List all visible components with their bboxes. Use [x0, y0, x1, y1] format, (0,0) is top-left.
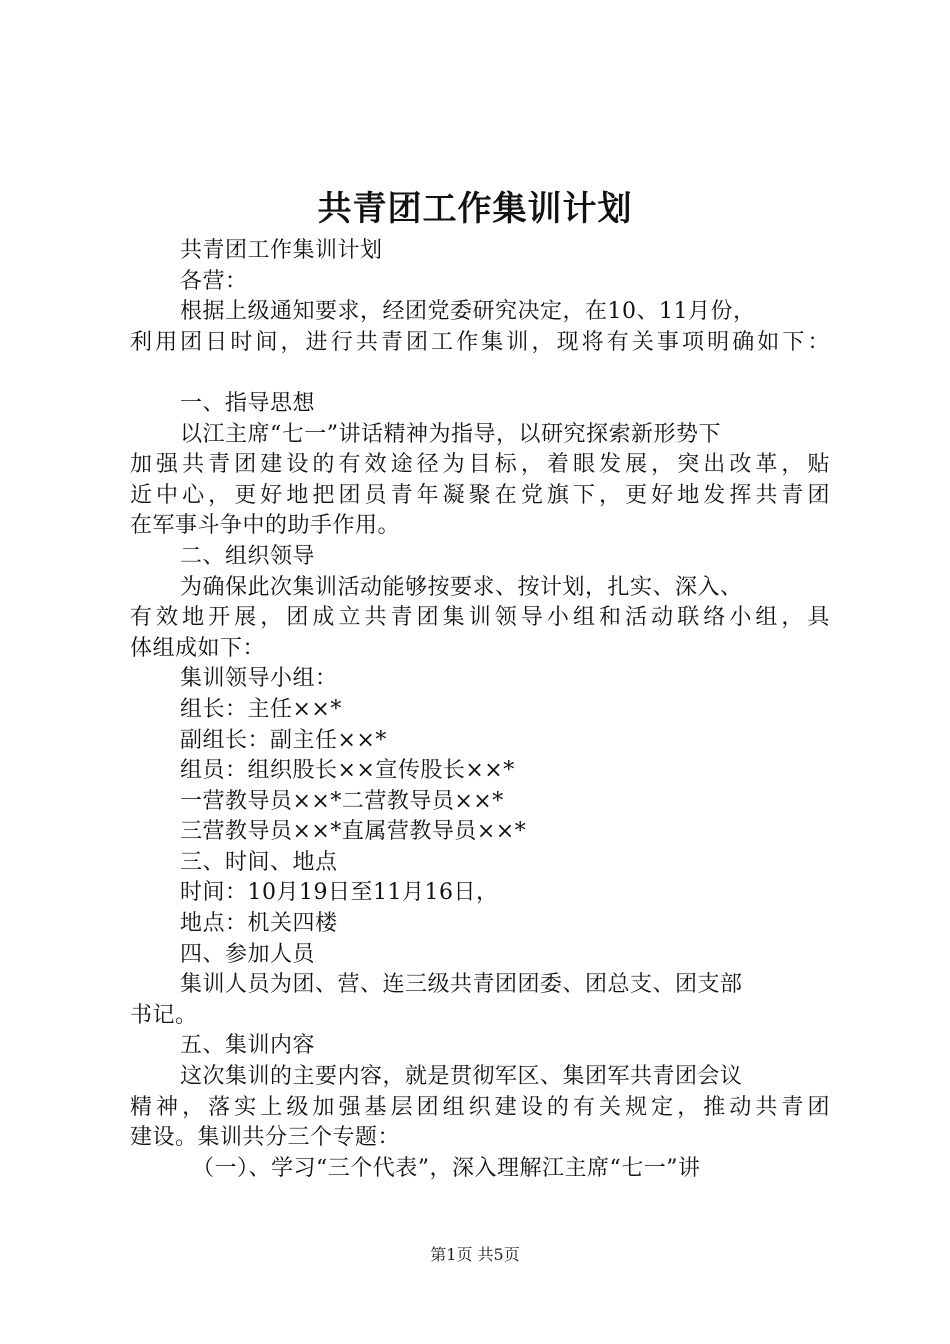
document-title: 共青团工作集训计划	[317, 189, 633, 229]
list-item: 组长：主任××*	[180, 696, 342, 722]
paragraph-line: 为确保此次集训活动能够按要求、按计划，扎实、深入、	[180, 574, 743, 600]
page-footer: 第1页 共5页	[430, 1245, 520, 1264]
section-heading: 五、集训内容	[180, 1033, 316, 1059]
list-item: 时间：10月19日至11月16日，	[180, 880, 499, 906]
list-item: 地点：机关四楼	[180, 911, 338, 937]
paragraph-line: 这次集训的主要内容，就是贯彻军区、集团军共青团会议	[180, 1064, 743, 1090]
section-heading: 四、参加人员	[180, 941, 316, 967]
subtitle-line: 共青团工作集训计划	[180, 238, 383, 263]
section-heading: 三、时间、地点	[180, 849, 338, 875]
list-item: 组员：组织股长××宣传股长××*	[180, 758, 515, 784]
list-item: 一营教导员××*二营教导员××*	[180, 788, 504, 814]
section-heading: 一、指导思想	[180, 390, 316, 416]
paragraph-line: 集训人员为团、营、连三级共青团团委、团总支、团支部	[180, 972, 743, 998]
paragraph-line: 有效地开展，团成立共青团集训领导小组和活动联络小组，具	[130, 605, 830, 631]
paragraph-line: 书记。	[130, 1002, 198, 1028]
document-body	[130, 236, 830, 1184]
paragraph-line: 体组成如下：	[130, 635, 266, 661]
blank-line	[130, 358, 830, 389]
paragraph-line: 建设。集训共分三个专题：	[130, 1125, 401, 1151]
salutation-line: 各营：	[180, 268, 248, 294]
list-item: 集训领导小组：	[180, 666, 338, 692]
paragraph-line: 以江主席“七一”讲话精神为指导，以研究探索新形势下	[180, 421, 721, 447]
list-item: 三营教导员××*直属营教导员××*	[180, 819, 527, 845]
paragraph-line: 根据上级通知要求，经团党委研究决定，在10、11月份，	[180, 299, 756, 325]
paragraph-line: 在军事斗争中的助手作用。	[130, 513, 401, 539]
paragraph-line: 利用团日时间，进行共青团工作集训，现将有关事项明确如下：	[130, 329, 830, 355]
paragraph-line: 加强共青团建设的有效途径为目标，着眼发展，突出改革，贴	[130, 452, 830, 478]
paragraph-line: 近中心，更好地把团员青年凝聚在党旗下，更好地发挥共青团	[130, 482, 830, 508]
list-item: 副组长：副主任××*	[180, 727, 387, 753]
subsection-heading: （一）、学习“三个代表”，深入理解江主席“七一”讲	[192, 1155, 701, 1181]
paragraph-line: 精神，落实上级加强基层团组织建设的有关规定，推动共青团	[130, 1094, 830, 1120]
section-heading: 二、组织领导	[180, 543, 316, 569]
